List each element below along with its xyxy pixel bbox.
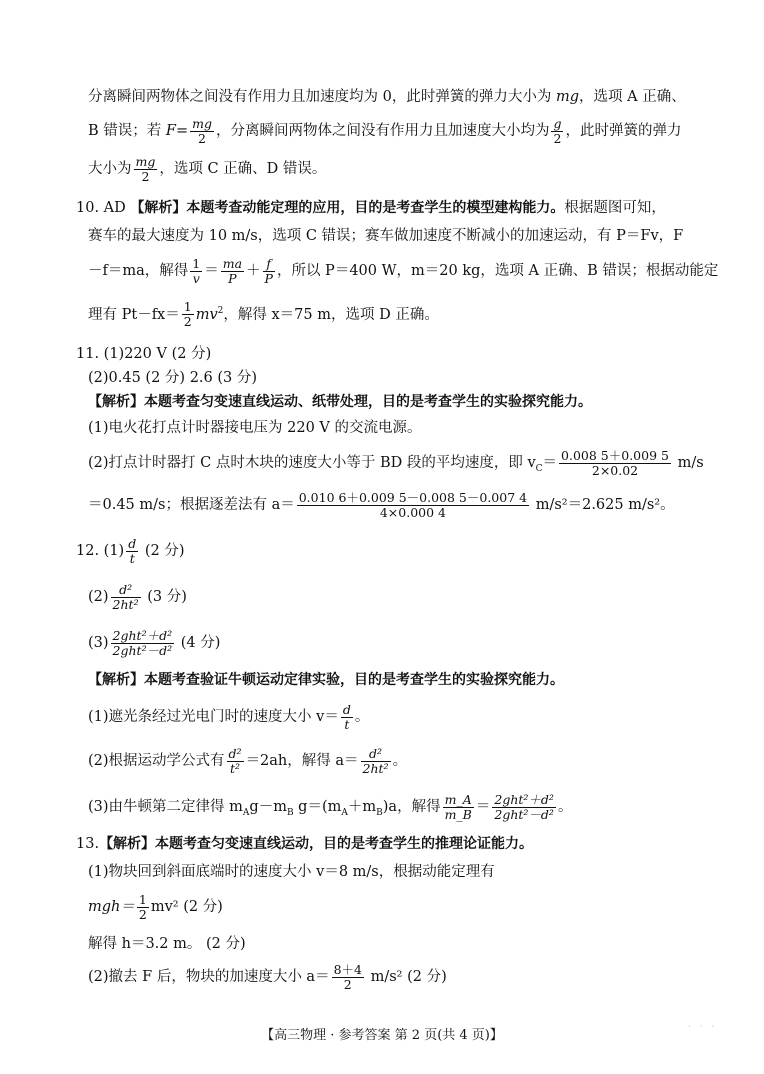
text: －f＝ma，解得 (88, 263, 189, 279)
text: (2) (88, 589, 109, 605)
fraction: $\frac{d}{t}$ (342, 701, 351, 732)
fraction: $\frac{mg}{2}$ (135, 153, 156, 184)
q11-explain-2 (88, 446, 704, 486)
line-2 (88, 114, 681, 148)
text: 解得 h＝3.2 m。 (2 分) (88, 936, 246, 952)
text: 赛车的最大速度为 10 m/s，选项 C 错误；赛车做加速度不断减小的加速运动，有 P＝Fv，F (88, 228, 684, 244)
q11-2 (88, 368, 257, 388)
q13-2 (88, 890, 223, 924)
fraction: $\frac{f}{P}$ (264, 255, 273, 286)
text: (2)根据运动学公式有 (88, 753, 225, 769)
question-number: 10. AD (76, 200, 131, 216)
analysis-heading: 【解析】本题考查匀变速直线运动、纸带处理，目的是考查学生的实验探究能力。 (88, 394, 592, 410)
question-number: 13. (76, 836, 100, 852)
q12-2 (88, 580, 187, 614)
fraction: $\frac{8+4}{2}$ (333, 961, 362, 992)
text: = (175, 123, 189, 139)
text: (1)物块回到斜面底端时的速度大小 v＝8 m/s，根据动能定理有 (88, 864, 495, 880)
q12-explain-1 (88, 700, 369, 734)
text: 12. (1) (76, 543, 125, 559)
text: (1)电火花打点计时器接电压为 220 V 的交流电源。 (88, 420, 422, 436)
decorative-dots: · · · (688, 1022, 718, 1032)
fraction: $\frac{ma}{P}$ (222, 255, 243, 286)
q12-1 (76, 534, 185, 568)
text: ＝2ah，解得 a＝ (245, 753, 359, 769)
analysis-heading: 【解析】本题考查验证牛顿运动定律实验，目的是考查学生的实验探究能力。 (88, 672, 564, 688)
text: )a，解得 (382, 799, 441, 815)
line-3 (88, 152, 326, 186)
text: ＝ (475, 799, 491, 815)
q10-line-2 (88, 226, 683, 246)
fraction: $\frac{\text{d²}}{\text{2ht²}}$ (112, 581, 139, 612)
text: (3 分) (142, 589, 187, 605)
text: m/s²＝2.625 m/s²。 (531, 497, 675, 513)
text: (4 分) (176, 635, 221, 651)
text: mv² (2 分) (150, 899, 223, 915)
text: (2 分) (140, 543, 185, 559)
q13-header (76, 834, 533, 854)
q10-header (76, 198, 666, 218)
text: (2)打点计时器打 C 点时木块的速度大小等于 BD 段的平均速度，即 v (88, 455, 536, 471)
fraction: $\frac{1}{2}$ (138, 891, 147, 922)
page-footer (0, 1024, 764, 1043)
text: 理有 Pt－fx＝ (88, 306, 180, 323)
text: 根据题图可知， (564, 200, 666, 216)
q10-line-4 (88, 294, 439, 332)
fraction: $\frac{d}{t}$ (128, 535, 137, 566)
text: ＋m (347, 799, 377, 815)
subscript: B (376, 807, 383, 818)
subscript: A (242, 807, 250, 818)
text: 分离瞬间两物体之间没有作用力且加速度均为 0，此时弹簧的弹力大小为 (88, 89, 556, 105)
text: mg (555, 89, 579, 105)
text: (3) (88, 635, 109, 651)
q12-explain-3 (88, 790, 572, 830)
text: 。 (557, 799, 573, 815)
text: mv (195, 306, 218, 323)
text: ＝ (204, 263, 219, 279)
q10-line-3 (88, 254, 718, 288)
analysis-heading: 【解析】本题考查动能定理的应用，目的是考查学生的模型建构能力。 (130, 200, 565, 216)
fraction: $\frac{mg}{2}$ (192, 115, 212, 146)
q11-analysis (88, 392, 592, 412)
text: ，此时弹簧的弹力 (565, 123, 682, 139)
fraction: $\frac{\text{d²}}{\text{t²}}$ (228, 745, 242, 776)
fraction: $\frac{m\_A}{m\_B}$ (444, 791, 472, 822)
subscript: C (535, 463, 543, 474)
text: ，解得 x＝75 m，选项 D 正确。 (223, 306, 439, 323)
text: ，选项 C 正确、D 错误。 (159, 161, 327, 177)
text: g－m (249, 799, 287, 815)
text: 。 (354, 709, 370, 725)
q13-3 (88, 934, 246, 954)
q11-1 (76, 344, 211, 364)
text: ＋ (246, 263, 261, 279)
text: (3)由牛顿第二定律得 m (88, 799, 243, 815)
fraction: $\frac{0.008 5+0.009 5}{2\times 0.02}$ (561, 447, 669, 478)
text: ＝ (542, 455, 558, 471)
text: F (165, 123, 176, 139)
text: 11. (1)220 V (2 分) (76, 346, 212, 362)
text: 。 (392, 753, 408, 769)
fraction: $\frac{\text{2ght²＋d²}}{\text{2ght²－d²}}$ (494, 791, 554, 822)
fraction: $\frac{\text{2ght²＋d²}}{\text{2ght²－d²}}$ (112, 627, 173, 658)
subscript: B (286, 807, 294, 818)
fraction: $\frac{0.010 6+0.009 5-0.008 5-0.007 4}{4\times 0.000 4}$ (298, 489, 528, 520)
text: ，所以 P＝400 W，m＝20 kg，选项 A 正确、B 错误；根据动能定 (276, 263, 719, 279)
line-1 (88, 80, 686, 114)
q11-explain-3 (88, 488, 675, 522)
text: m/s² (2 分) (365, 969, 447, 985)
superscript: 2 (217, 306, 224, 316)
text: B 错误；若 (88, 123, 166, 139)
text: 大小为 (88, 161, 132, 177)
text: (1)遮光条经过光电门时的速度大小 v＝ (88, 709, 339, 725)
text: mgh＝ (88, 899, 135, 915)
text: ，选项 A 正确、 (579, 89, 686, 105)
q12-explain-2 (88, 744, 407, 778)
text: (2)0.45 (2 分) 2.6 (3 分) (88, 370, 258, 386)
text: m/s (672, 455, 704, 471)
q11-explain-1 (88, 418, 422, 438)
analysis-heading: 【解析】本题考查匀变速直线运动，目的是考查学生的推理论证能力。 (99, 836, 534, 852)
fraction: $\frac{\text{d²}}{\text{2ht²}}$ (362, 745, 389, 776)
fraction: $\frac{1}{2}$ (183, 299, 192, 330)
q12-3 (88, 626, 220, 660)
q13-4 (88, 960, 447, 994)
fraction: $\frac{g}{2}$ (553, 115, 562, 146)
footer-text: 【高三物理 · 参考答案 第 2 页(共 4 页)】 (261, 1028, 503, 1043)
text: (2)撤去 F 后，物块的加速度大小 a＝ (88, 969, 330, 985)
text: ，分离瞬间两物体之间没有作用力且加速度大小均为 (215, 123, 550, 139)
text: g＝(m (293, 799, 342, 815)
fraction: $\frac{1}{v}$ (192, 255, 201, 286)
subscript: A (341, 807, 348, 818)
text: ＝0.45 m/s；根据逐差法有 a＝ (88, 497, 295, 513)
q12-analysis (88, 670, 564, 690)
q13-1 (88, 862, 495, 882)
